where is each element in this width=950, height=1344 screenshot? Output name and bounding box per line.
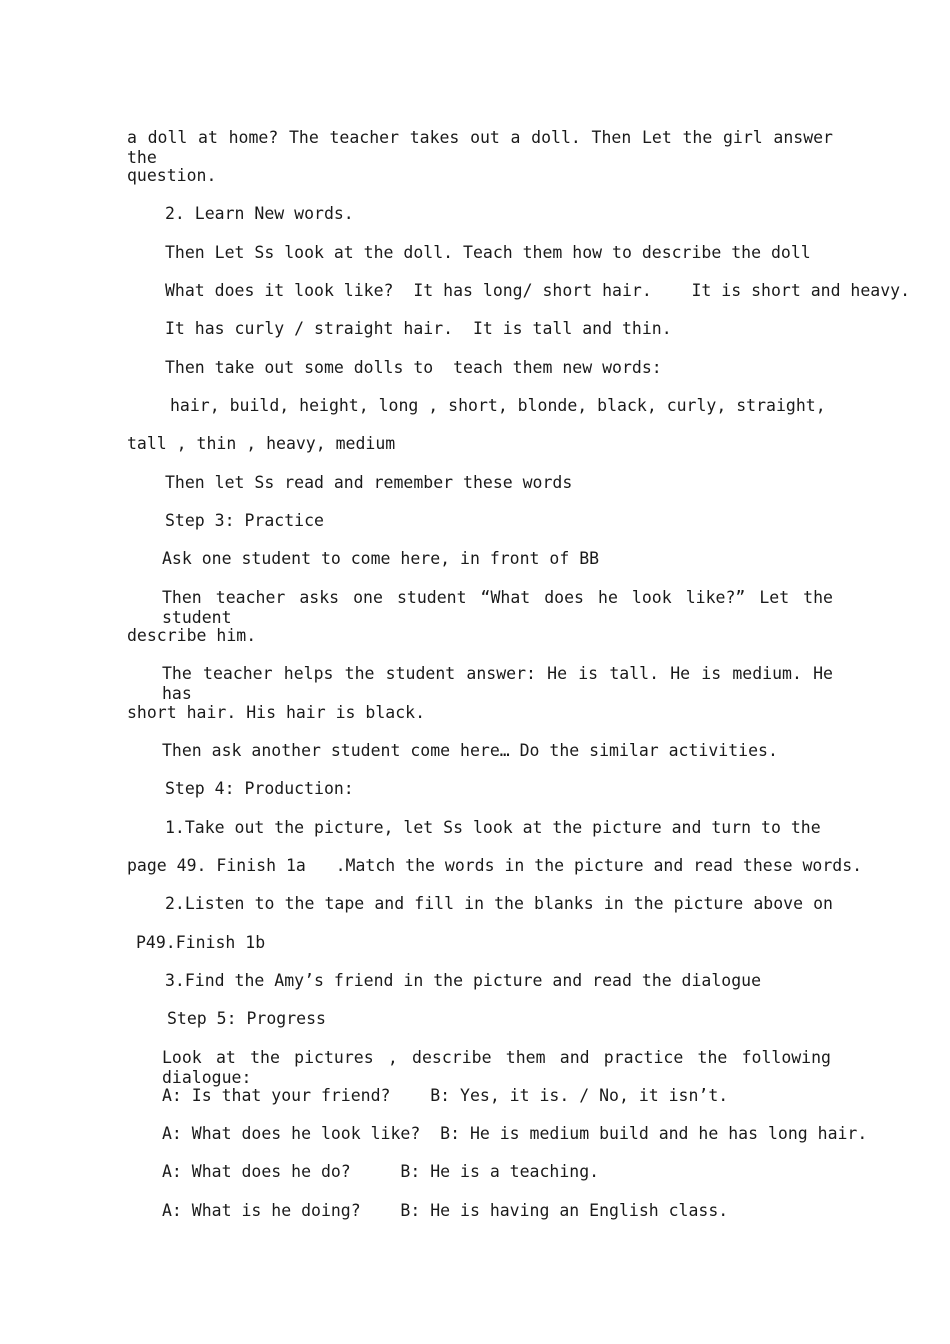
text-line: describe him. — [127, 626, 257, 645]
text-line: 3.Find the Amy’s friend in the picture and read the dialogue — [165, 971, 762, 990]
text-line: 2.Listen to the tape and fill in the blanks in the picture above on — [165, 894, 833, 913]
text-line: Ask one student to come here, in front of BB — [162, 549, 600, 568]
text-line: tall , thin , heavy, medium — [127, 434, 396, 453]
text-line: Then take out some dolls to teach them new words: — [165, 358, 662, 377]
text-line: hair, build, height, long , short, blonde, black, curly, straight, — [170, 396, 826, 415]
text-line: Then teacher asks one student “What does he look like?” Let the student — [162, 588, 833, 627]
text-line: P49.Finish 1b — [136, 933, 266, 952]
dialogue-line: A: What does he do? B: He is a teaching. — [162, 1162, 600, 1181]
text-line: page 49. Finish 1a .Match the words in the picture and read these words. — [127, 856, 863, 875]
text-line: The teacher helps the student answer: He is tall. He is medium. He has — [162, 664, 833, 703]
text-line: Then let Ss read and remember these words — [165, 473, 573, 492]
text-line: 2. Learn New words. — [165, 204, 354, 223]
text-line: Then ask another student come here… Do the similar activities. — [162, 741, 778, 760]
text-line: 1.Take out the picture, let Ss look at the picture and turn to the — [165, 818, 821, 837]
step-heading: Step 4: Production: — [165, 779, 354, 798]
text-line: Then Let Ss look at the doll. Teach them how to describe the doll — [165, 243, 811, 262]
text-line: It has curly / straight hair. It is tall and thin. — [165, 319, 672, 338]
step-heading: Step 5: Progress — [167, 1009, 326, 1028]
text-line: Look at the pictures , describe them and practice the following dialogue: — [162, 1048, 831, 1087]
text-line: What does it look like? It has long/ short hair. It is short and heavy. — [165, 281, 911, 300]
text-line: question. — [127, 166, 217, 185]
text-line: short hair. His hair is black. — [127, 703, 426, 722]
dialogue-line: A: Is that your friend? B: Yes, it is. / No, it isn’t. — [162, 1086, 729, 1105]
dialogue-line: A: What does he look like? B: He is medium build and he has long hair. — [162, 1124, 868, 1143]
dialogue-line: A: What is he doing? B: He is having an English class. — [162, 1201, 729, 1220]
step-heading: Step 3: Practice — [165, 511, 324, 530]
text-line: a doll at home? The teacher takes out a doll. Then Let the girl answer the — [127, 128, 833, 167]
